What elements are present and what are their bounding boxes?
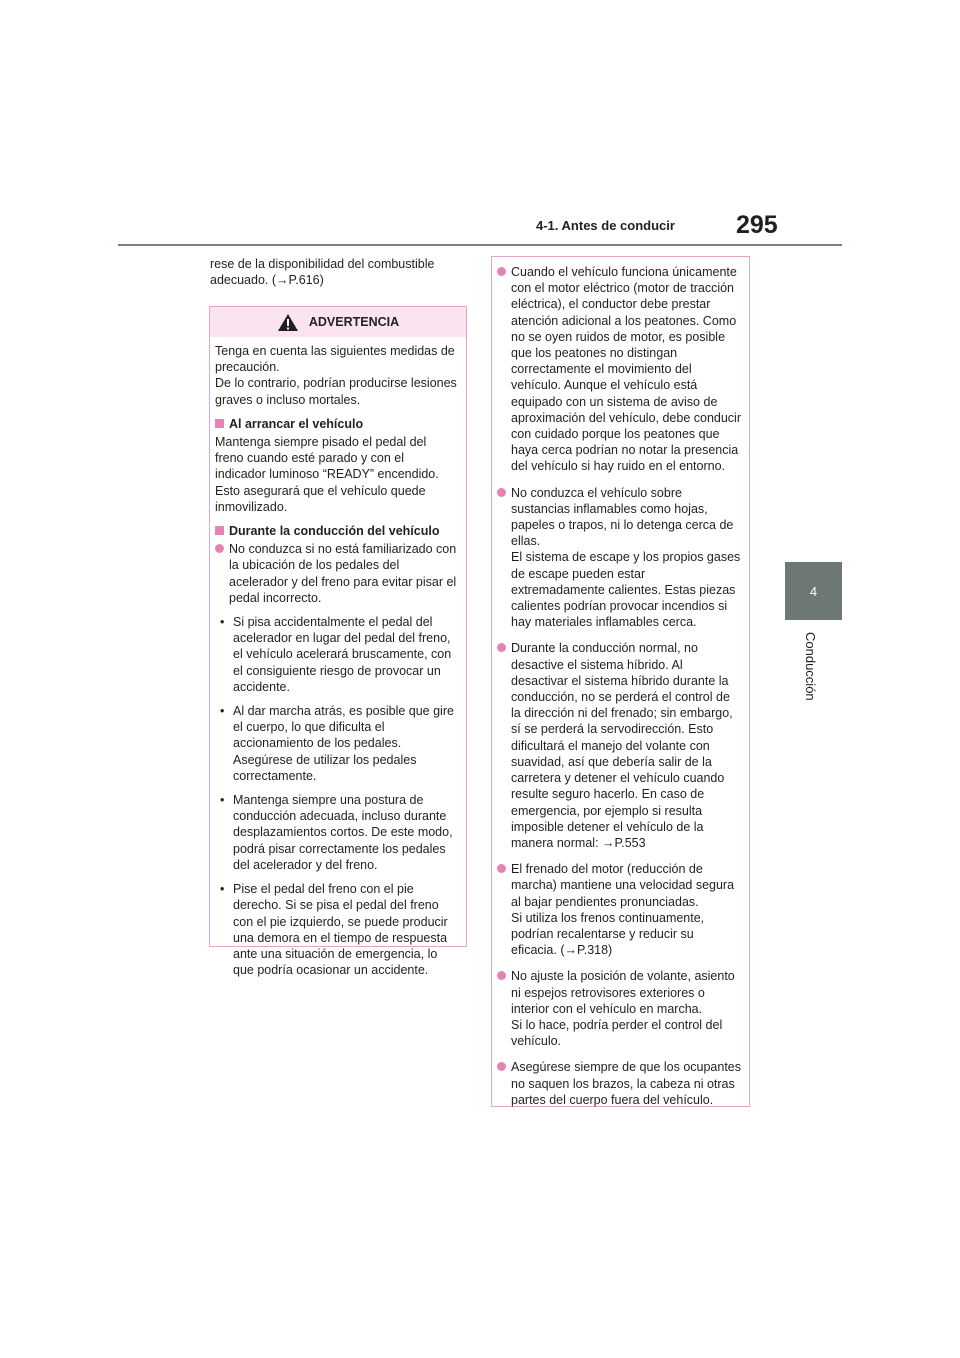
list-item: Cuando el vehículo funciona únicamente con el motor eléctrico (motor de tracción eléctrica), el conductor debe prestar atención adicional a los peatones. Como no se oyen ruidos de motor, es posible que los peatones no distingan correctamente el movimiento del vehículo. Aunque el vehículo está equipado con un sistema de aviso de aproximación del vehículo, debe conducir con cuidado porque los peatones que haya cerca podrían no notar la presencia del vehículo si hay ruido en el entorno.	[497, 264, 741, 475]
page-number: 295	[736, 211, 778, 239]
warning-triangle-icon	[277, 313, 299, 332]
list-item: No ajuste la posición de volante, asiento ni espejos retrovisores exteriores o interior con el vehículo en marcha. Si lo hace, podría perder el control del vehículo.	[497, 968, 741, 1049]
warning-box	[209, 306, 467, 978]
list-item: Durante la conducción normal, no desactive el sistema híbrido. Al desactivar el sistema híbrido durante la conducción, no se perderá el control de la dirección ni del frenado; sin embargo, sí se perderá la servodirección. Esto dificultará el manejo del volante con suavidad, así que debería salir de la carretera y detener el vehículo cuando resulte seguro hacerlo. En caso de emergencia, por ejemplo si resulta imposible detener el vehículo de la manera normal: →P.553	[497, 640, 741, 851]
intro-body: rese de la disponibilidad del combustible adecuado. (	[210, 257, 435, 288]
warning-sub-bullet: • Al dar marcha atrás, es posible que gire el cuerpo, lo que dificulta el accionamiento de los pedales. Asegúrese de utilizar los pedales correctamente.	[215, 703, 458, 784]
section-title: 4-1. Antes de conducir	[536, 218, 675, 233]
header-rule	[118, 244, 842, 246]
warning-sub-bullet: • Pise el pedal del freno con el pie derecho. Si se pisa el pedal del freno con el pie izquierdo, se puede producir una demora en el tiempo de respuesta ante una situación de emergencia, lo que podría ocasionar un accidente.	[215, 881, 458, 978]
chapter-tab[interactable]	[785, 562, 842, 620]
list-item: No conduzca el vehículo sobre sustancias inflamables como hojas, papeles o trapos, ni lo detenga cerca de ellas. El sistema de escape y los propios gases de escape pueden estar extremadamente calientes. Estas piezas calientes podrían provocar incendios si hay materiales inflamables cerca.	[497, 485, 741, 631]
warning-subhead: Al arrancar el vehículo	[215, 416, 458, 432]
list-item: El frenado del motor (reducción de marcha) mantiene una velocidad segura al bajar pendientes pronunciadas. Si utiliza los frenos continuamente, podrían recalentarse y reducir su eficacia. (→P.318)	[497, 861, 741, 958]
warning-bullet: No conduzca si no está familiarizado con la ubicación de los pedales del acelerador y del freno para evitar pisar el pedal incorrecto.	[215, 541, 458, 606]
warning-continuation-box	[491, 256, 750, 1107]
warning-intro: Tenga en cuenta las siguientes medidas de precaución. De lo contrario, podrían producirse lesiones graves o incluso mortales.	[215, 344, 457, 407]
warning-paragraph: Mantenga siempre pisado el pedal del freno cuando esté parado y con el indicador luminoso “READY” encendido. Esto asegurará que el vehículo quede inmovilizado.	[215, 435, 439, 514]
chapter-tab-label: Conducción	[803, 632, 818, 701]
warning-sub-bullet: • Si pisa accidentalmente el pedal del acelerador en lugar del pedal del freno, el vehículo acelerará bruscamente, con el consiguiente riesgo de provocar un accidente.	[215, 614, 458, 695]
warning-sub-bullet: • Mantenga siempre una postura de conducción adecuada, incluso durante desplazamientos cortos. De este modo, podrá pisar correctamente los pedales del acelerador y del freno.	[215, 792, 458, 873]
warning-header	[210, 307, 466, 337]
warning-subhead: Durante la conducción del vehículo	[215, 523, 458, 539]
chapter-tab-number: 4	[809, 583, 818, 599]
warning-title: ADVERTENCIA	[308, 315, 400, 329]
list-item: Asegúrese siempre de que los ocupantes no saquen los brazos, la cabeza ni otras partes del cuerpo fuera del vehículo.	[497, 1059, 741, 1108]
intro-text: rese de la disponibilidad del combustible adecuado. (→ P.616)	[210, 256, 470, 289]
page-reference[interactable]: → P.616	[276, 273, 320, 287]
warning-body	[210, 337, 466, 978]
